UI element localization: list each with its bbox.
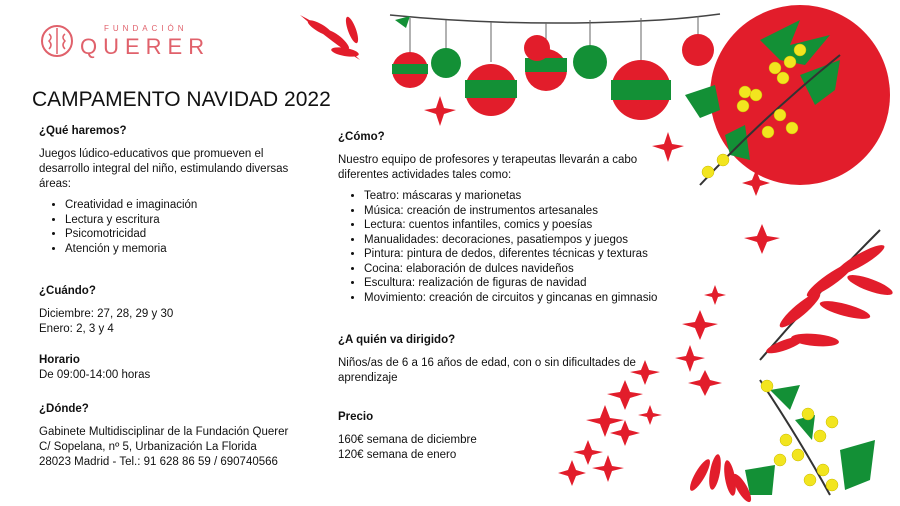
como-section [338,130,678,305]
donde-section [39,402,329,470]
cuando-line: Diciembre: 27, 28, 29 y 30 [39,308,174,320]
horario-line: De 09:00-14:00 horas [39,369,151,381]
list-item: • Movimiento: creación de circuitos y gincanas en gimnasio [364,291,678,306]
list-item: • Psicomotricidad [65,227,309,242]
logo [40,24,210,58]
donde-line: 28023 Madrid - Tel.: 91 628 86 59 / 690740566 [39,456,278,468]
cuando-section [39,284,309,337]
leaf-branch-decoration [687,453,755,504]
horario-section [39,353,309,383]
logo-name: QUERER [80,33,211,59]
quien-heading: ¿A quién va dirigido? [338,334,456,346]
precio-section [338,410,678,463]
leaf-branch-decoration [760,230,895,360]
precio-line: 160€ semana de diciembre [338,434,477,446]
list-item: • Cocina: elaboración de dulces navideños [364,262,678,277]
leaf-branch-decoration [300,15,361,60]
list-item: • Creatividad e imaginación [65,198,309,213]
cuando-heading: ¿Cuándo? [39,285,96,297]
red-circle-decoration [710,5,890,185]
activities-list [338,189,678,305]
areas-list [39,198,309,256]
como-heading: ¿Cómo? [338,131,385,143]
list-item: • Lectura: cuentos infantiles, comics y poesías [364,218,678,233]
quien-text: Niños/as de 6 a 16 años de edad, con o sin dificultades de aprendizaje [338,357,636,384]
como-text: Nuestro equipo de profesores y terapeutas llevarán a cabo diferentes actividades tales como: [338,154,638,181]
list-item: • Música: creación de instrumentos artesanales [364,204,678,219]
list-item: • Lectura y escritura [65,213,309,228]
list-item: • Manualidades: decoraciones, pasatiempos y juegos [364,233,678,248]
logo-subtitle: FUNDACIÓN [104,23,188,33]
cuando-line: Enero: 2, 3 y 4 [39,323,114,335]
list-item: • Pintura: pintura de dedos, diferentes técnicas y texturas [364,247,678,262]
que-haremos-heading: ¿Qué haremos? [39,125,127,137]
donde-line: Gabinete Multidisciplinar de la Fundación Querer [39,426,289,438]
que-haremos-section [39,124,309,256]
page-title: CAMPAMENTO NAVIDAD 2022 [32,88,331,111]
donde-line: C/ Sopelana, nº 5, Urbanización La Florida [39,441,257,453]
horario-heading: Horario [39,354,80,366]
donde-heading: ¿Dónde? [39,403,89,415]
brain-logo-icon [40,24,74,58]
precio-heading: Precio [338,411,374,423]
list-item: • Teatro: máscaras y marionetas [364,189,678,204]
precio-line: 120€ semana de enero [338,449,457,461]
quien-section [338,333,648,386]
list-item: • Escultura: realización de figuras de navidad [364,276,678,291]
que-haremos-text: Juegos lúdico-educativos que promueven el desarrollo integral del niño, estimulando diversas áreas: [39,148,289,190]
list-item: • Atención y memoria [65,242,309,257]
